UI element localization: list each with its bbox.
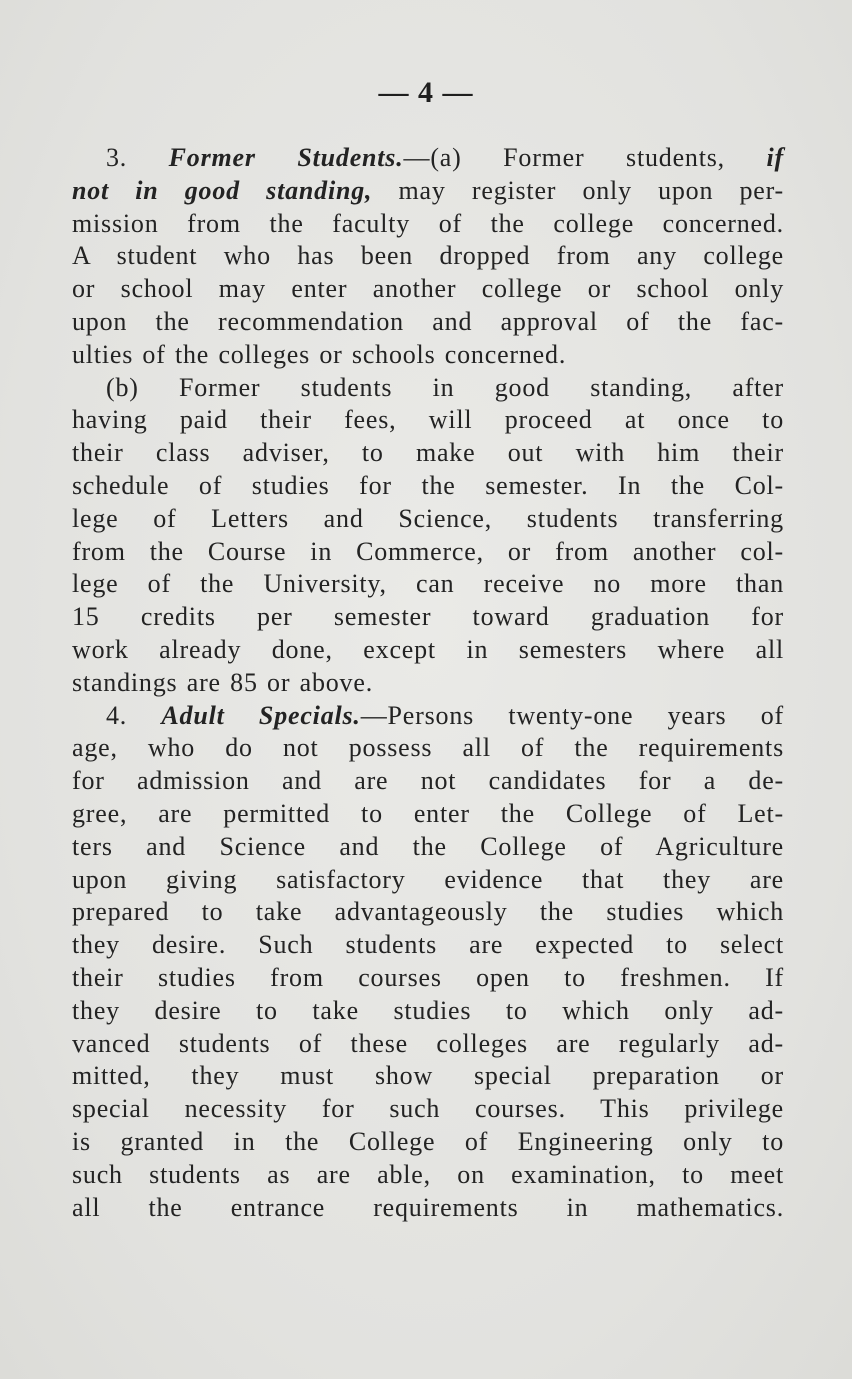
text-line: 4. Adult Specials.—Persons twenty-one years of <box>106 700 784 730</box>
paragraph-former-students-a <box>72 142 784 372</box>
text-line: not in good standing, may register only upon per- <box>72 175 785 205</box>
text-line: is granted in the College of Engineering only to <box>72 1126 784 1156</box>
text-line: having paid their fees, will proceed at once to <box>72 405 784 435</box>
text-line: ulties of the colleges or schools concerned. <box>72 339 567 369</box>
text-line: such students as are able, on examination, to meet <box>72 1159 784 1189</box>
text-line: for admission and are not candidates for a de- <box>72 766 784 796</box>
text-line: age, who do not possess all of the requirements <box>72 733 784 763</box>
text-line: prepared to take advantageously the studies which <box>72 897 784 927</box>
text-line: from the Course in Commerce, or from another col- <box>72 536 784 566</box>
text-line: special necessity for such courses. This privilege <box>72 1094 784 1124</box>
paragraph-adult-specials <box>72 700 784 1225</box>
text-line: schedule of studies for the semester. In the Col- <box>72 470 784 500</box>
text-line: lege of the University, can receive no more than <box>72 569 784 599</box>
section-heading: Former Students. <box>168 143 404 172</box>
page-number: — 4 — <box>378 76 474 109</box>
text-line: 3. Former Students.—(a) Former students, if <box>106 143 784 172</box>
text-line: their class adviser, to make out with him their <box>72 438 784 468</box>
text-line: lege of Letters and Science, students transferring <box>72 503 784 533</box>
text-line: upon the recommendation and approval of the fac- <box>72 306 784 336</box>
text-line: standings are 85 or above. <box>72 667 373 697</box>
section-heading: Adult Specials. <box>161 700 361 730</box>
text-line: their studies from courses open to freshmen. If <box>72 962 784 992</box>
text-line: mitted, they must show special preparation or <box>72 1061 784 1091</box>
text-line: mission from the faculty of the college concerned. <box>72 208 784 238</box>
text-line: gree, are permitted to enter the College of Let- <box>72 798 784 828</box>
text-line: or school may enter another college or school only <box>72 274 784 304</box>
text-line: they desire. Such students are expected to select <box>72 930 784 960</box>
text-line: vanced students of these colleges are regularly ad- <box>72 1028 784 1058</box>
text-line: A student who has been dropped from any college <box>72 241 784 271</box>
text-line: upon giving satisfactory evidence that they are <box>72 864 784 894</box>
paragraph-former-students-b <box>72 372 784 700</box>
body-text <box>72 142 784 1224</box>
text-line: 15 credits per semester toward graduation for <box>72 602 784 632</box>
text-line: ters and Science and the College of Agriculture <box>72 831 784 861</box>
text-line: all the entrance requirements in mathematics. <box>72 1192 784 1222</box>
text-line: (b) Former students in good standing, after <box>106 372 784 402</box>
text-line: they desire to take studies to which only ad- <box>72 995 784 1025</box>
text-line: work already done, except in semesters where all <box>72 634 784 664</box>
